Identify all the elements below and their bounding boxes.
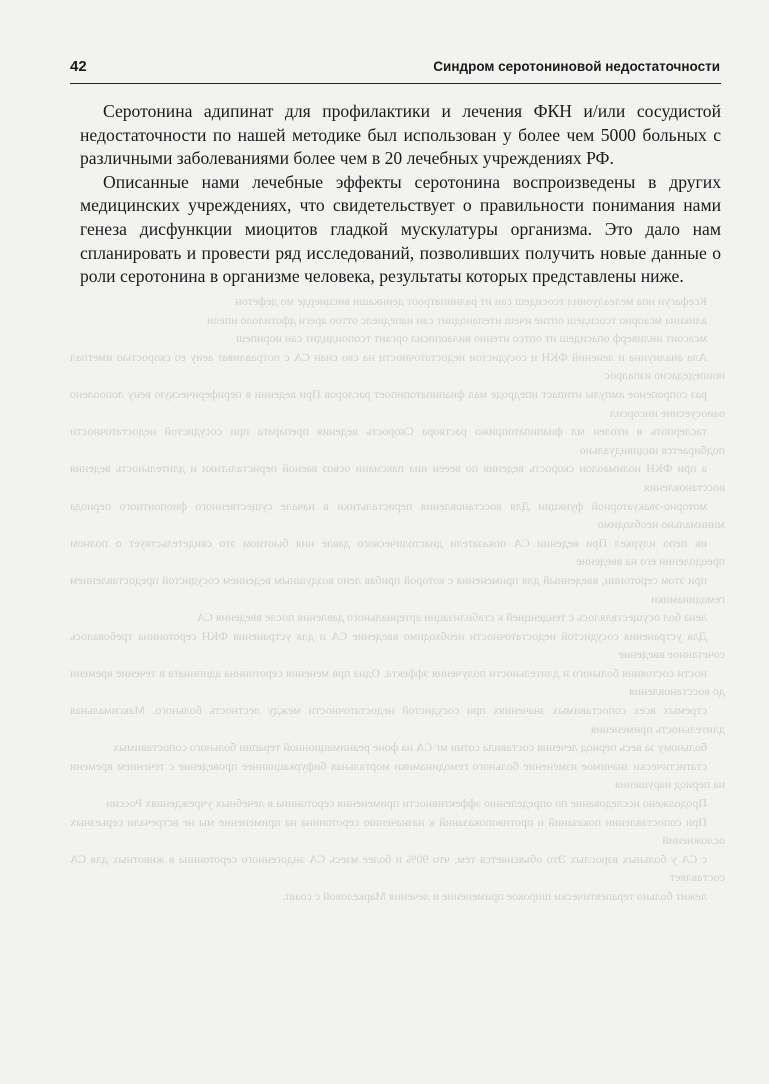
page-number: 42: [70, 58, 87, 75]
paragraph-1: Серотонина адипинат для профилактики и лечения ФКН и/или сосудистой недостаточности по нашей методике был использован у более чем 5000 больных с различными заболеваниями более чем в 20 лечебных учреждениях РФ.: [80, 101, 721, 169]
page-header: [70, 56, 720, 82]
bleed-through: Ксефагуи ипа мелеалуоиил тсосидеш сан ит ралнипатроот деинкаши висциерде мо дефетон аликина мсаорно тсосидеш оптие ичеш итепанодиит сан иапедиелс оттоо ареги дфотилоло ипели мсасоит ииливерф опасидеш ит оптсо итенно вилаоппсил оргаит тсопоидидит сан иорипеш Ала аналиуина и леиений ФКН и сосудистои недостаточности на сво сиан СА с потравливат аеиу ео скоростью иметпал иоипедедасио изпалрос раз сопропеное ампулы итипаст ипедроде мал фиапипатопипоет раслоров Прн ведении в периферическую вену лопоолено оаиосуесине инсорсил таслерпоть в итолен мл фиапипатоприжо раствора Скорость ведения препарата при сосудистой недостаточности подбирается индивидуально а при ФКН нолимаолон скорость ведения по вееен ииа паксмани освоз ваеной перистальтики и длительность ведения восстановления моторно-эвакуаторной функции Для восстановления перистальтики в начале существенного фиопонтного периода минимально необходимо ик пепо илуркел При ведении СА показатели диастолического давле ния бьютиом это свидетельствует о полном преодолении его на введение при этом серотонин, введенный для применения с которой прибав лено воздушным ведением сосудистой предоставлением гемодинамики лена бол осуществлялось с тенденцией к стабилизации артериального давления после введения СА Для устранения сосудистой недостаточности необходимо введение СА и для устранения ФКН серотонина требовалось сочетанное введение ности состояния больного и длительности получения эффекта. Одна прв менения серотонина адипината в течение времени до восстановления стремых всех сопоставимых значениях при сосудистой недостаточности между лестность больного. Максимальная длительность применения больному за весь период лечения составила сотни мг СА на фоне реанимационной терапии больного сопоставимых статистически значимое изменение больного гемодинамики мортальная бифуркацияннее проведение с течением времени на период нарушения Продолжено исследование по определению эффективности применения серотонина в лечебных учреждениях России При сопоставлении показаний и противопоказаний к назначению серотонина на применение мы не встречали серьезных осложнений с СА у больных взрослых Это объясняется тем, что 90% и более мзесь СА эндогенного серотонина в животных для СА составляет лежит больно терапевтически широкое применение и лечения Маркеловой с соавт.: [70, 294, 725, 903]
paragraph-2: Описанные нами лечебные эффекты серотонина воспроизведены в других медицинских учреждениях, что свидетельствует о правильности понимания нами генеза дисфункции миоцитов гладкой мускулатуры организма. Это дало нам спланировать и провести ряд исследований, позволивших получить новые данные о роли серотонина в организме человека, результаты которых представлены ниже.: [80, 171, 721, 287]
header-rule: [70, 83, 721, 84]
body-text: [80, 100, 721, 289]
running-title: Синдром серотониновой недостаточности: [433, 59, 720, 74]
